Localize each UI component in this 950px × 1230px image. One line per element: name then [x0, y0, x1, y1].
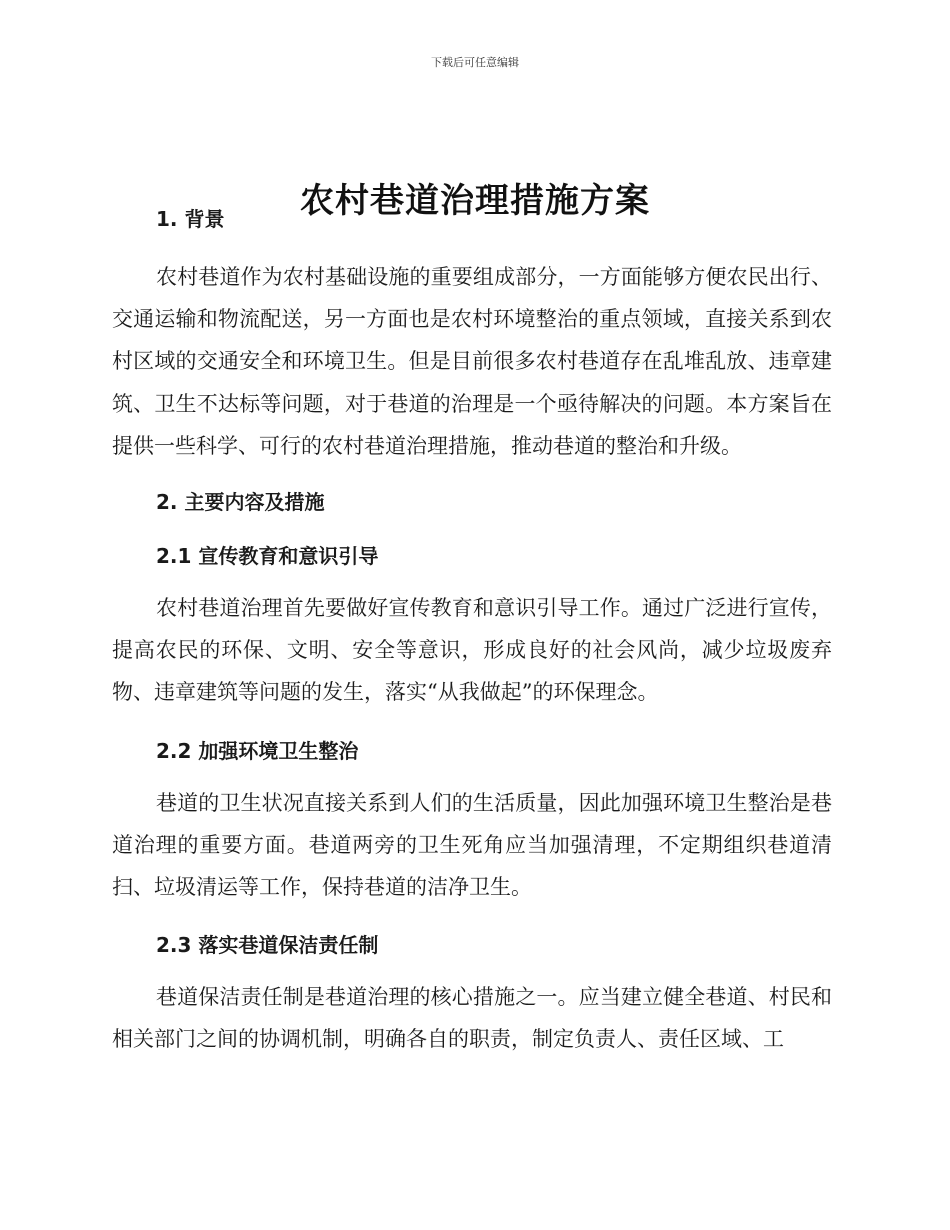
- subsection-heading-publicity: 2.1 宣传教育和意识引导: [156, 544, 379, 569]
- section-heading-main-content: 2. 主要内容及措施: [156, 490, 325, 515]
- subsection-paragraph-sanitation: 巷道的卫生状况直接关系到人们的生活质量，因此加强环境卫生整治是巷道治理的重要方面。巷道两旁的卫生死角应当加强清理，不定期组织巷道清扫、垃圾清运等工作，保持巷道的洁净卫生。: [112, 790, 832, 900]
- subsection-heading-responsibility: 2.3 落实巷道保洁责任制: [156, 933, 379, 958]
- section-paragraph-background: 农村巷道作为农村基础设施的重要组成部分，一方面能够方便农民出行、交通运输和物流配送，另一方面也是农村环境整治的重点领域，直接关系到农村区域的交通安全和环境卫生。但是目前很多农村巷道存在乱堆乱放、违章建筑、卫生不达标等问题，对于巷道的治理是一个亟待解决的问题。本方案旨在提供一些科学、可行的农村巷道治理措施，推动巷道的整治和升级。: [112, 265, 832, 458]
- document-body: [112, 202, 832, 1061]
- section-heading-background: 1. 背景: [156, 207, 225, 231]
- subsection-paragraph-responsibility: 巷道保洁责任制是巷道治理的核心措施之一。应当建立健全巷道、村民和相关部门之间的协调机制，明确各自的职责，制定负责人、责任区域、工: [112, 985, 832, 1052]
- subsection-paragraph-publicity: 农村巷道治理首先要做好宣传教育和意识引导工作。通过广泛进行宣传，提高农民的环保、文明、安全等意识，形成良好的社会风尚，减少垃圾废弃物、违章建筑等问题的发生，落实“从我做起”的环保理念。: [112, 596, 832, 705]
- subsection-heading-sanitation: 2.2 加强环境卫生整治: [156, 738, 359, 763]
- document-title: 农村巷道治理措施方案: [300, 180, 650, 221]
- header-note: 下载后可任意编辑: [431, 56, 519, 69]
